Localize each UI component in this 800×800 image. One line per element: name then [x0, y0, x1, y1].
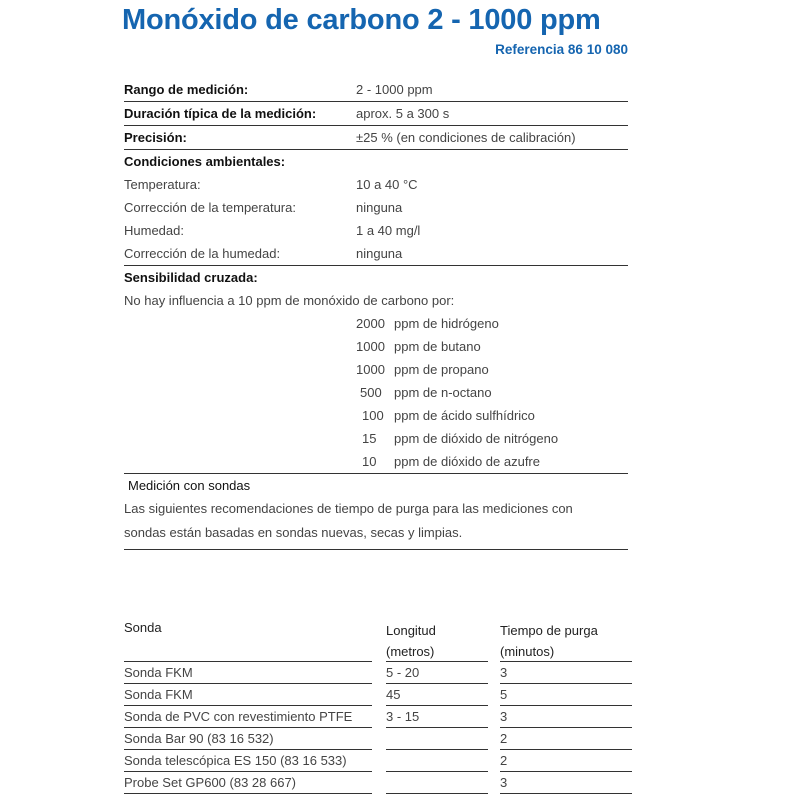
cell-probe: Probe Set GP600 (83 28 667) [124, 775, 297, 790]
gas-name: ppm de dióxido de nitrógeno [394, 431, 559, 446]
spec-row-ambient [124, 150, 628, 173]
purge-time-table [124, 620, 632, 794]
column-header-line: (metros) [386, 644, 435, 659]
cell-time: 3 [500, 775, 508, 790]
table-header [124, 620, 632, 662]
paragraph-line: sondas están basadas en sondas nuevas, secas y limpias. [124, 525, 463, 540]
cell-time: 3 [500, 709, 508, 724]
table-row [124, 706, 632, 728]
cell-length: 5 - 20 [386, 665, 420, 680]
gas-row [124, 312, 628, 335]
gas-name: ppm de butano [394, 339, 481, 354]
gas-quantity: 500 [360, 385, 382, 400]
spec-row-duration [124, 102, 628, 126]
spec-value: ninguna [356, 246, 403, 261]
cell-probe: Sonda FKM [124, 687, 193, 702]
column-header-purge-time [500, 620, 598, 662]
spec-label: Humedad: [124, 223, 184, 238]
gas-name: ppm de ácido sulfhídrico [394, 408, 535, 423]
column-header-line: (minutos) [500, 644, 555, 659]
column-header-length [386, 620, 436, 662]
gas-quantity: 100 [362, 408, 384, 423]
column-header-probe: Sonda [124, 620, 162, 635]
section-heading: Medición con sondas [128, 478, 251, 493]
page-title: Monóxido de carbono 2 - 1000 ppm [122, 4, 601, 36]
table-row [124, 728, 632, 750]
cell-probe: Sonda Bar 90 (83 16 532) [124, 731, 274, 746]
gas-row [124, 358, 628, 381]
spec-value: ±25 % (en condiciones de calibración) [356, 130, 576, 145]
spec-value: 1 a 40 mg/l [356, 223, 421, 238]
cell-probe: Sonda FKM [124, 665, 193, 680]
cell-probe: Sonda de PVC con revestimiento PTFE [124, 709, 353, 724]
gas-quantity: 2000 [356, 316, 385, 331]
cell-time: 5 [500, 687, 508, 702]
gas-name: ppm de dióxido de azufre [394, 454, 540, 469]
table-row [124, 750, 632, 772]
section-heading: Sensibilidad cruzada: [124, 270, 258, 285]
gas-name: ppm de propano [394, 362, 489, 377]
specifications-section [124, 78, 628, 550]
paragraph-line: Las siguientes recomendaciones de tiempo de purga para las mediciones con [124, 501, 573, 516]
cell-length: 45 [386, 687, 401, 702]
spec-row-hum-correction [124, 242, 628, 266]
cell-time: 2 [500, 753, 508, 768]
reference-number: Referencia 86 10 080 [495, 42, 628, 57]
table-row [124, 772, 632, 794]
gas-row [124, 335, 628, 358]
spec-row-range [124, 78, 628, 102]
spec-label: Temperatura: [124, 177, 201, 192]
gas-row [124, 427, 628, 450]
cell-time: 3 [500, 665, 508, 680]
cross-sensitivity-heading-row [124, 266, 628, 289]
section-heading: Condiciones ambientales: [124, 154, 286, 169]
gas-quantity: 1000 [356, 362, 385, 377]
spec-row-temperature [124, 173, 628, 196]
column-header-line: Tiempo de purga [500, 623, 598, 638]
table-row [124, 684, 632, 706]
table-row [124, 662, 632, 684]
spec-label: Precisión: [124, 130, 187, 145]
spec-value: ninguna [356, 200, 403, 215]
spec-row-precision [124, 126, 628, 150]
gas-quantity: 10 [362, 454, 377, 469]
cell-length: 3 - 15 [386, 709, 420, 724]
cross-sensitivity-intro: No hay influencia a 10 ppm de monóxido de carbono por: [124, 293, 455, 308]
gas-row [124, 381, 628, 404]
spec-row-temp-correction [124, 196, 628, 219]
gas-name: ppm de hidrógeno [394, 316, 499, 331]
cell-time: 2 [500, 731, 508, 746]
spec-label: Corrección de la humedad: [124, 246, 281, 261]
gas-row [124, 450, 628, 474]
spec-label: Duración típica de la medición: [124, 106, 317, 121]
gas-name: ppm de n-octano [394, 385, 492, 400]
cross-sensitivity-intro-row [124, 289, 628, 312]
cell-probe: Sonda telescópica ES 150 (83 16 533) [124, 753, 347, 768]
spec-label: Corrección de la temperatura: [124, 200, 296, 215]
gas-quantity: 15 [362, 431, 377, 446]
spec-row-humidity [124, 219, 628, 242]
gas-row [124, 404, 628, 427]
column-header-line: Longitud [386, 623, 436, 638]
gas-quantity: 1000 [356, 339, 385, 354]
probe-measurement-heading-row [124, 474, 628, 497]
probe-measurement-text [124, 497, 628, 550]
spec-label: Rango de medición: [124, 82, 249, 97]
spec-value: aprox. 5 a 300 s [356, 106, 450, 121]
spec-value: 2 - 1000 ppm [356, 82, 433, 97]
spec-value: 10 a 40 °C [356, 177, 418, 192]
